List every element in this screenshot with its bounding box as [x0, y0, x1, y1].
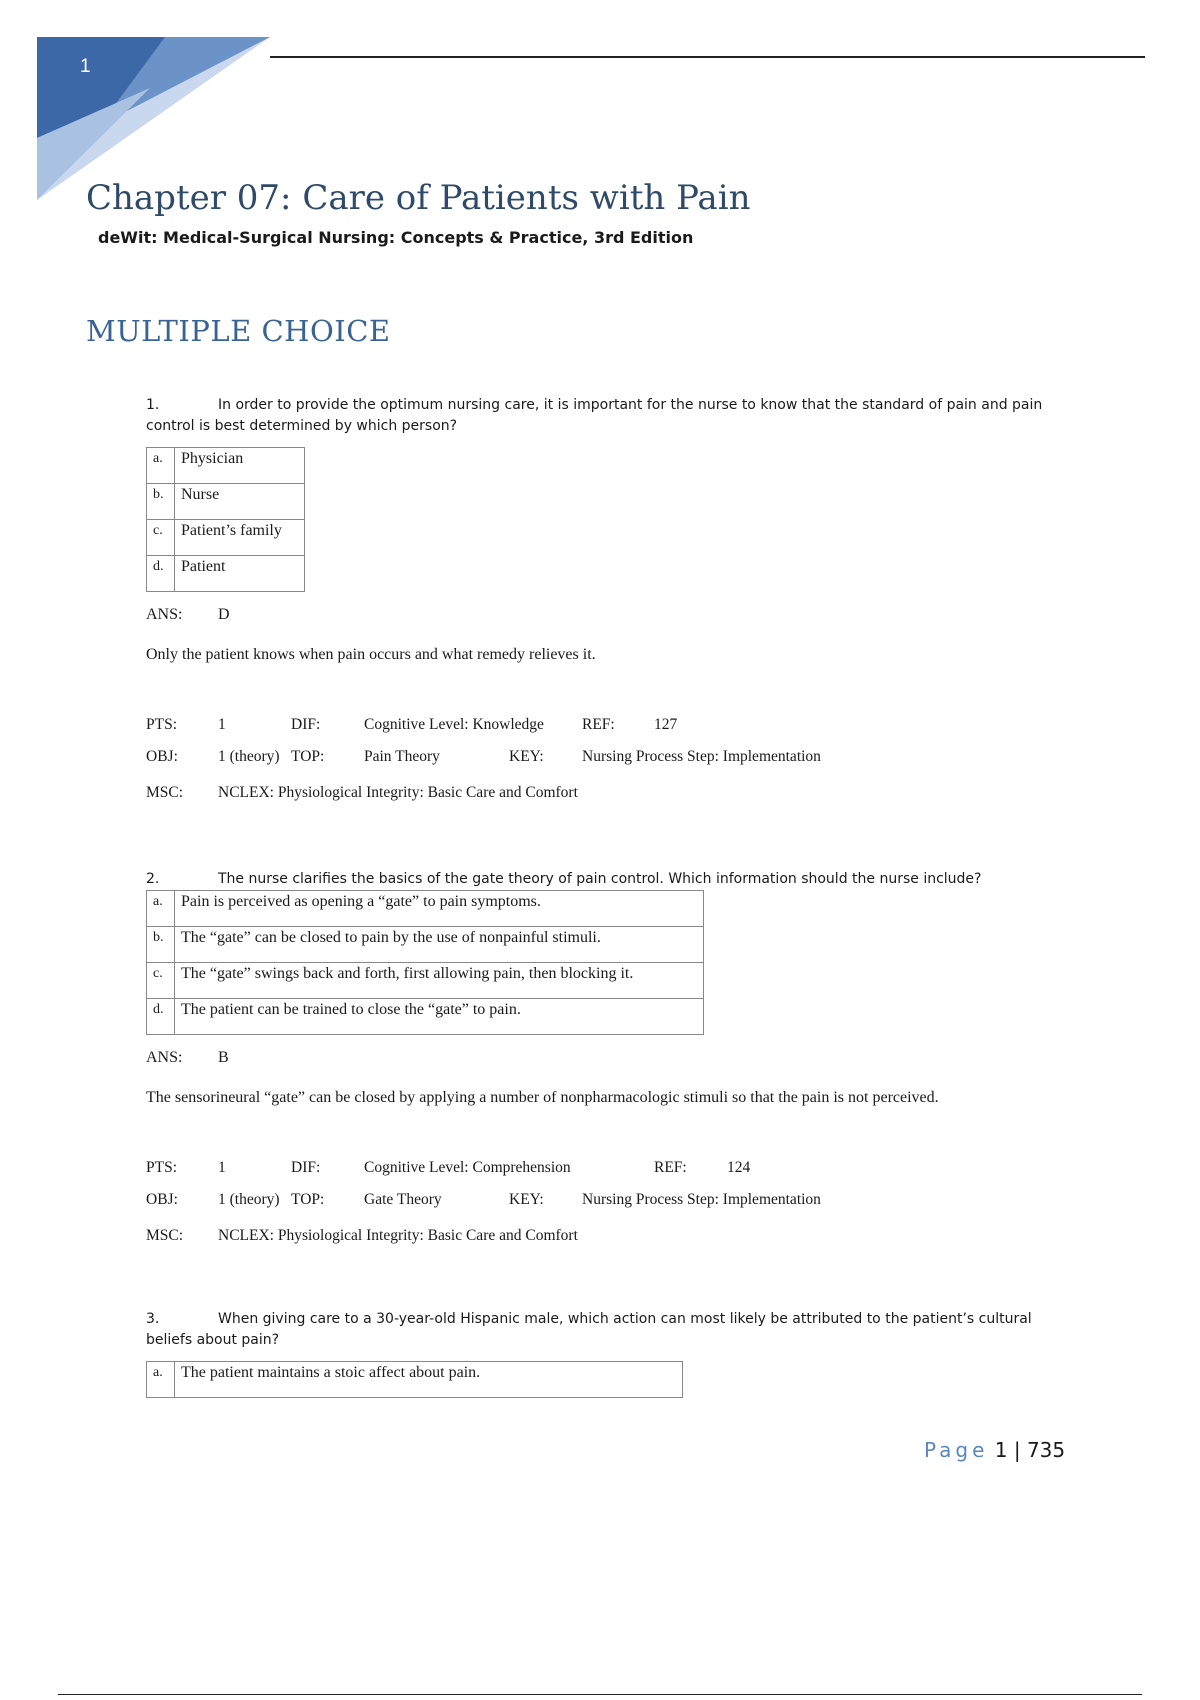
obj-value: 1 (theory): [218, 748, 280, 765]
pts-value: 1: [218, 716, 226, 733]
key-label: KEY:: [509, 1191, 544, 1208]
page-footer: [924, 1438, 1065, 1462]
choice-text: Physician: [175, 448, 305, 484]
dif-value: Cognitive Level: Knowledge: [364, 716, 544, 733]
obj-label: OBJ:: [146, 748, 178, 765]
choice-row: [147, 448, 305, 484]
obj-label: OBJ:: [146, 1191, 178, 1208]
obj-value: 1 (theory): [218, 1191, 280, 1208]
choice-letter: d.: [147, 999, 175, 1035]
choice-text: Patient: [175, 556, 305, 592]
header-rule: [270, 56, 1145, 58]
page-number: 1 | 735: [994, 1438, 1066, 1462]
question-text: The nurse clarifies the basics of the gate theory of pain control. Which information should the nurse include?: [218, 871, 982, 887]
question-metadata: [146, 1159, 1051, 1269]
answer-line: [146, 1049, 1051, 1067]
pts-value: 1: [218, 1159, 226, 1176]
question-1: [146, 395, 1051, 826]
answer-label: ANS:: [146, 606, 183, 623]
question-text: When giving care to a 30-year-old Hispanic male, which action can most likely be attributed to the patient’s cultural beliefs about pain?: [146, 1311, 1032, 1348]
choices-table: [146, 1361, 683, 1398]
top-label: TOP:: [291, 1191, 325, 1208]
choice-row: [147, 927, 704, 963]
key-value: Nursing Process Step: Implementation: [582, 1191, 821, 1208]
choice-row: [147, 556, 305, 592]
choice-text: The “gate” can be closed to pain by the use of nonpainful stimuli.: [175, 927, 704, 963]
choice-text: The patient maintains a stoic affect about pain.: [175, 1362, 683, 1398]
dif-label: DIF:: [291, 1159, 321, 1176]
choice-row: [147, 484, 305, 520]
book-title: deWit: Medical-Surgical Nursing: Concepts & Practice, 3rd Edition: [98, 228, 694, 247]
page-word: Page: [924, 1438, 989, 1462]
key-value: Nursing Process Step: Implementation: [582, 748, 821, 765]
key-label: KEY:: [509, 748, 544, 765]
choice-letter: a.: [147, 891, 175, 927]
rationale: Only the patient knows when pain occurs and what remedy relieves it.: [146, 646, 596, 663]
question-number: 3.: [146, 1311, 160, 1327]
msc-value: NCLEX: Physiological Integrity: Basic Care and Comfort: [218, 784, 578, 801]
question-text: In order to provide the optimum nursing care, it is important for the nurse to know that the standard of pain and pain control is best determined by which person?: [146, 397, 1043, 434]
answer-label: ANS:: [146, 1049, 183, 1066]
msc-label: MSC:: [146, 1227, 184, 1244]
question-stem: [146, 395, 1051, 437]
footer-rule: [58, 1694, 1142, 1695]
msc-value: NCLEX: Physiological Integrity: Basic Care and Comfort: [218, 1227, 578, 1244]
choice-text: Patient’s family: [175, 520, 305, 556]
choice-row: [147, 1362, 683, 1398]
ref-value: 127: [654, 716, 678, 733]
choices-table: [146, 890, 704, 1035]
top-label: TOP:: [291, 748, 325, 765]
choice-letter: b.: [147, 484, 175, 520]
question-metadata: [146, 716, 1051, 826]
choice-letter: a.: [147, 1362, 175, 1398]
question-number: 2.: [146, 871, 160, 887]
choice-row: [147, 963, 704, 999]
choice-text: Pain is perceived as opening a “gate” to pain symptoms.: [175, 891, 704, 927]
choice-letter: c.: [147, 520, 175, 556]
choice-text: The patient can be trained to close the “gate” to pain.: [175, 999, 704, 1035]
msc-label: MSC:: [146, 784, 184, 801]
pts-label: PTS:: [146, 716, 178, 733]
question-stem: [146, 1309, 1051, 1351]
answer-value: D: [218, 606, 230, 623]
page-badge: 1: [80, 56, 91, 77]
question-2: [146, 869, 1051, 1269]
choice-row: [147, 520, 305, 556]
choice-text: Nurse: [175, 484, 305, 520]
dif-value: Cognitive Level: Comprehension: [364, 1159, 571, 1176]
choice-row: [147, 999, 704, 1035]
question-3: [146, 1309, 1051, 1398]
choice-row: [147, 891, 704, 927]
ref-label: REF:: [582, 716, 615, 733]
choice-text: The “gate” swings back and forth, first allowing pain, then blocking it.: [175, 963, 704, 999]
choice-letter: a.: [147, 448, 175, 484]
section-heading: MULTIPLE CHOICE: [86, 314, 391, 348]
ref-value: 124: [727, 1159, 751, 1176]
rationale: The sensorineural “gate” can be closed by applying a number of nonpharmacologic stimuli so that the pain is not perceived.: [146, 1089, 939, 1106]
choices-table: [146, 447, 305, 592]
question-stem: [146, 869, 1051, 890]
dif-label: DIF:: [291, 716, 321, 733]
answer-value: B: [218, 1049, 229, 1066]
choice-letter: c.: [147, 963, 175, 999]
choice-letter: b.: [147, 927, 175, 963]
choice-letter: d.: [147, 556, 175, 592]
ref-label: REF:: [654, 1159, 687, 1176]
chapter-title: Chapter 07: Care of Patients with Pain: [86, 178, 751, 218]
top-value: Pain Theory: [364, 748, 440, 765]
answer-line: [146, 606, 1051, 624]
pts-label: PTS:: [146, 1159, 178, 1176]
question-number: 1.: [146, 397, 160, 413]
top-value: Gate Theory: [364, 1191, 442, 1208]
